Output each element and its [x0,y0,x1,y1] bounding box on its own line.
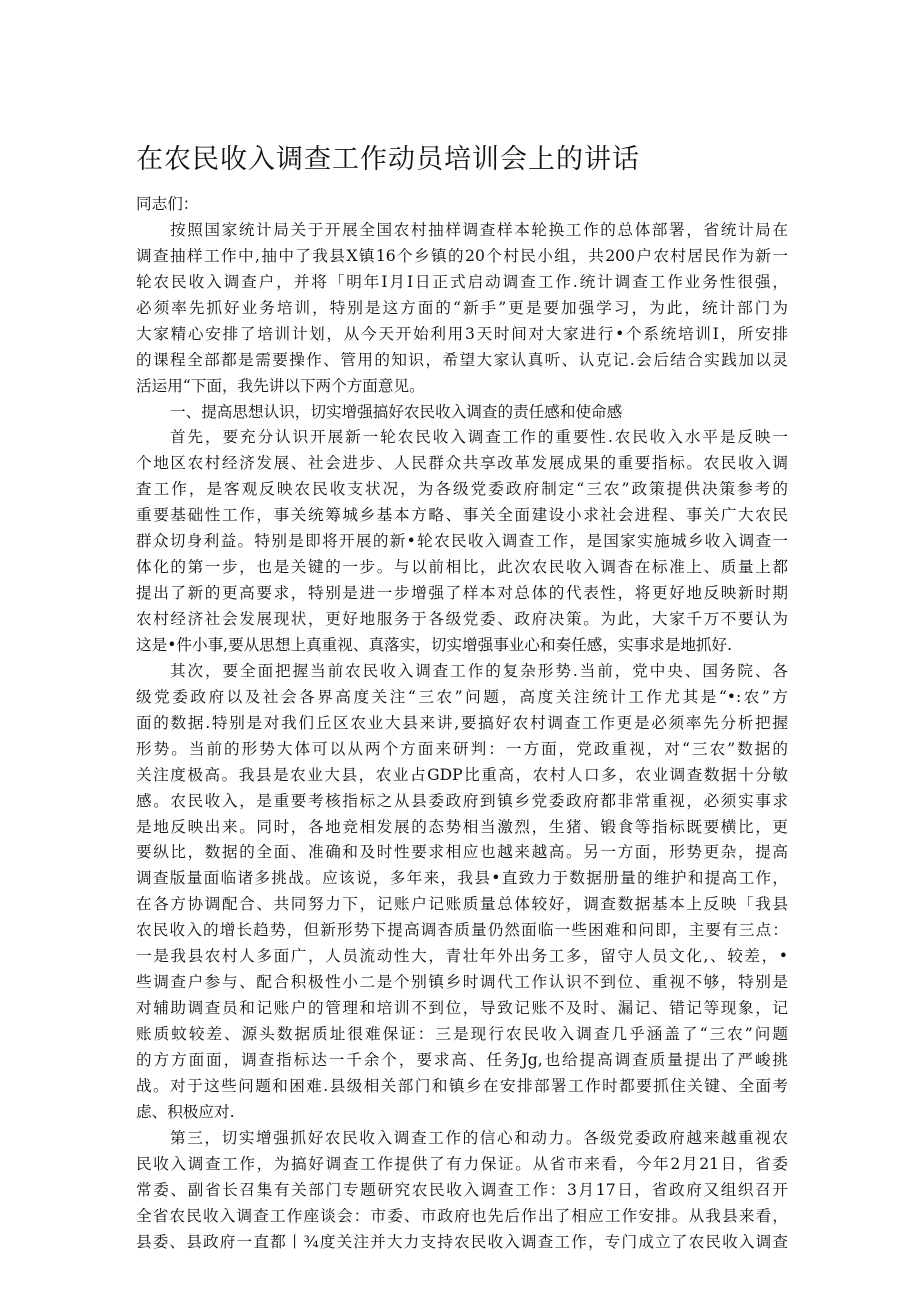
text-line: 县委、县政府一直都丨¾度关注并大力支持农民收入调查工作，专门成立了农民收入调查 [136,1232,788,1251]
text-line: 账质蚊较差、源头数据质址很难保证：三是现行农民收入调查几乎涵盖了“三农”问题 [136,1025,788,1043]
text-line: 感。农民收入，是重要考核指标之从县委政府到镇乡党委政府都非常重视，必须实事求 [136,791,788,810]
text-line: 农村经济社会发展现状，更好地服务于各级党委、政府决策。为此，大家千万不要认为 [136,610,788,628]
text-line: 民收入调查工作，为搞好调查工作提供了有力保证。从省市来看，今年2月21日，省委 [136,1154,788,1173]
text-line: 调查版量面临诸多挑战。应该说，多年来，我县•直致力于数据册量的维护和提高工作， [136,869,788,888]
text-line: 的方方面面，调查指标达一千余个，要求高、任务Jg,也给提高调查质量提出了严峻挑 [136,1050,788,1069]
text-line: 必须率先抓好业务培训，特别是这方面的“新手”更是要加强学习，为此，统计部门为 [136,298,788,317]
text-line: 这是•件小事,要从思想上真重视、真落实，切实增强事业心和奏任感，实事求是地抓好. [136,635,733,654]
paragraph-second [136,659,788,1126]
text-line: 第三，切实增强抓好农民收入调查工作的信心和动力。各级党委政府越来越重视农 [170,1128,788,1147]
text-line: 活运用“下面，我先讲以下两个方面意见。 [136,376,425,395]
section-heading [136,400,788,426]
document-body [136,192,788,1255]
text-line: 些调查户参与、配合积极性小二是个别镇乡时调代工作认识不到位、重视不够，特别是 [136,973,788,992]
text-line: 是地反映出来。同时，各地竞相发展的态势相当激烈，生猪、锻食等指标既要横比，更 [136,817,788,836]
text-line: 对辅助调查员和记账户的管理和培训不到位，导致记账不及时、漏记、错记等现象，记 [136,999,788,1018]
text-line: 战。对于这些问题和困难.县级相关部门和镇乡在安排部署工作时都要抓住关键、全面考 [136,1076,788,1095]
text-line: 个地区农村经济发展、社会进步、人民群众共享改革发展成果的重要指标。农民收入调 [136,454,788,473]
text-line: 级党委政府以及社会各界高度关注“三农”问题，高度关注统计工作尤其是“•:农”方 [136,687,788,706]
text-line: 一是我县农村人多面广，人员流动性大，青壮年外出务工多，留守人员文化,、较差，• [136,947,788,966]
text-line: 提出了新的更高要求，特别是进一步增强了样本对总体的代表性，将更好地反映新时期 [136,584,788,603]
greeting: 同志们： [136,195,199,213]
paragraph-intro [136,218,788,400]
text-line: 全省农民收入调查工作座谈会：市委、市政府也先后作出了相应工作安排。从我县来看， [136,1206,788,1225]
text-line: 要纵比，数据的全面、准确和及时性要求相应也越来越高。另一方面，形势更杂，提高 [136,843,788,862]
text-line: 其次，要全面把握当前农民收入调査工作的复杂形势.当前，党中央、国务院、各 [170,661,788,680]
text-line: 农民收入的增长趋势，但新形势下提高调杳质量仍然面临一些困难和问即，主要有三点： [136,921,788,940]
text-line: 按照国家统计局关于开展全国农村抽样调查样本轮换工作的总体部署，省统计局在 [170,220,788,239]
text-line: 虑、积极应对. [136,1102,235,1121]
text-line: 在各方协调配合、共同努力下，记账户记账质量总体较好，调查数据基本上反映「我县 [136,895,788,914]
text-line: 群众切身利益。特别是即将开展的新•轮农民收入调查工作，是国家实施城乡收入调查一 [136,532,788,551]
text-line: 査工作，是客观反映农民收支状况，为各级党委政府制定“三农”政策提供决策参考的 [136,480,788,499]
text-line: 重要基础性工作，事关统筹城乡基本方略、事关全面建设小求社会进程、事关广大农民 [136,506,788,525]
text-line: 调查抽样工作中,抽中了我县X镇16个乡镇的20个村民小组，共200户农村居民作为新一 [136,246,788,265]
paragraph-first [136,425,788,658]
text-line: 一、提高思想认识，切实增强搞好农民收入调查的责任感和使命感 [170,402,623,421]
text-line: 面的数据.特别是对我们丘区农业大县来讲,要搞好农村调查工作更是必须率先分析把握 [136,713,788,732]
text-line: 的课程全部都是需要操作、管用的知识，希望大家认真听、认克记.会后结合实践加以灵 [136,350,788,369]
text-line: 大家精心安排了培训计划，从今天开始利用3天时间对大家进行•个系统培训I，所安排 [136,324,788,343]
paragraph-third [136,1126,788,1256]
text-line: 形势。当前的形势大体可以从两个方面来研判：一方面，党政重视，对“三农”数据的 [136,739,788,758]
text-line: 轮农民收入调查户，并将「明年I月I日正式启动调查工作.统计调查工作业务性很强， [136,272,788,291]
text-line: 首先，要充分认识开展新一轮农民收入调查工作的重要性.农民收入水平是反映一 [170,428,788,447]
text-line: 体化的第一步，也是关键的一步。与以前相比，此次农民收入调杳在标准上、质量上都 [136,558,788,577]
document-title: 在农民收入调查工作动员培训会上的讲话 [136,144,640,175]
text-line: 常委、副省长召集有关部门专题研究农民收入调查工作：3月17日，省政府又组织召开 [136,1180,788,1199]
text-line: 关注度极高。我县是农业大县，农业占GDP比重高，农村人口多，农业调查数据十分敏 [136,765,788,784]
